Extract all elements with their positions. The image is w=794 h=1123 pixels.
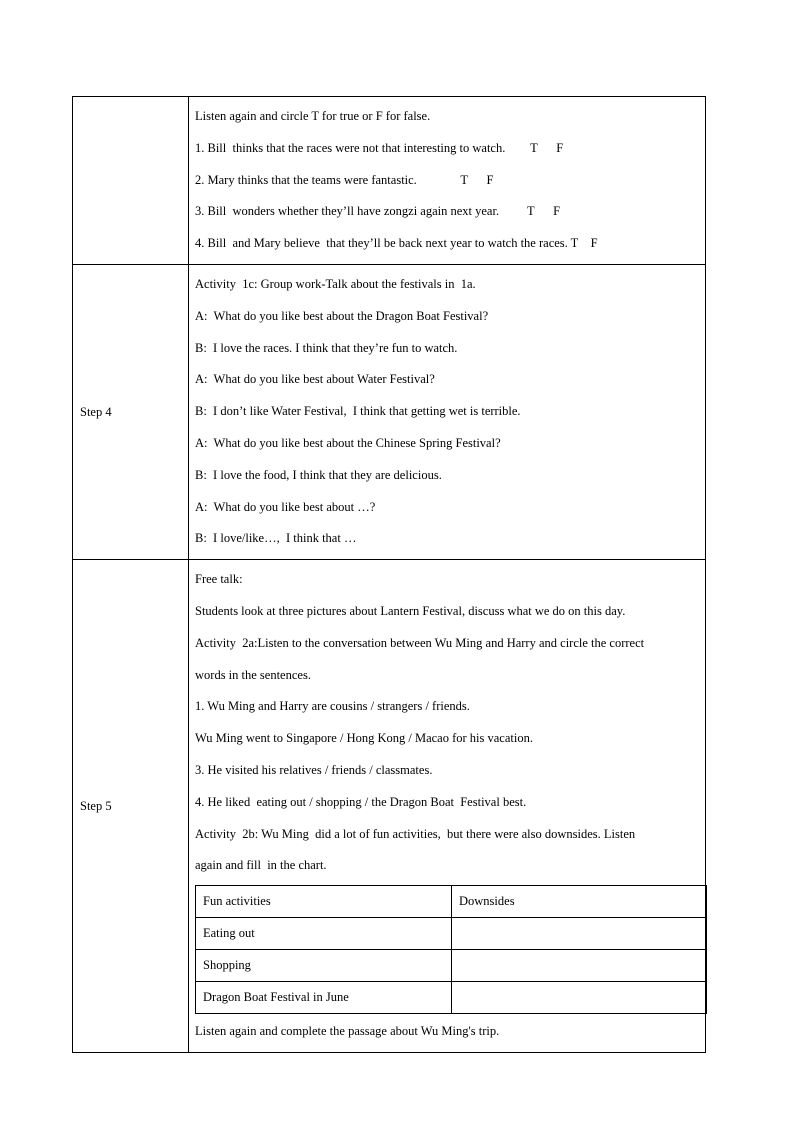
instruction-text: Listen again and circle T for true or F for false. [195,109,431,123]
question-line: Wu Ming went to Singapore / Hong Kong / Macao for his vacation. [195,731,533,746]
dialogue-line: A: What do you like best about the Dragon Boat Festival? [195,308,489,323]
chart-cell-downside [452,918,707,950]
step-label: Step 4 [73,264,189,559]
chart-header-downsides: Downsides [452,886,707,918]
dialogue-line: B: I love the food, I think that they are delicious. [195,467,442,482]
chart-header-row [196,886,707,918]
activity-title: Activity 2b: Wu Ming did a lot of fun activities, but there were also downsides. Listen [195,826,636,841]
dialogue-line: A: What do you like best about the Chinese Spring Festival? [195,435,501,450]
dialogue-line: B: I don’t like Water Festival, I think that getting wet is terrible. [195,404,521,419]
statement-1: 1. Bill thinks that the races were not that interesting to watch. T F [195,140,564,155]
chart-header-fun-activities: Fun activities [196,886,452,918]
paragraph-line: Students look at three pictures about Lantern Festival, discuss what we do on this day. [195,603,626,618]
activity-title: Activity 1c: Group work-Talk about the festivals in 1a. [195,276,476,291]
activity-title: Activity 2a:Listen to the conversation between Wu Ming and Harry and circle the correct [195,635,645,650]
chart-row [196,950,707,982]
paragraph-line: again and fill in the chart. [195,858,327,873]
question-line: 1. Wu Ming and Harry are cousins / strangers / friends. [195,699,470,714]
activities-chart [195,885,707,1014]
dialogue-line: B: I love the races. I think that they’re fun to watch. [195,340,458,355]
free-talk-heading: Free talk: [195,572,243,587]
dialogue-line: A: What do you like best about …? [195,499,376,514]
chart-row [196,982,707,1014]
chart-cell-downside [452,950,707,982]
chart-cell-activity: Eating out [196,918,452,950]
chart-cell-downside [452,982,707,1014]
chart-cell-activity: Dragon Boat Festival in June [196,982,452,1014]
dialogue-line: B: I love/like…, I think that … [195,531,357,546]
table-row [73,97,706,265]
dialogue-line: A: What do you like best about Water Festival? [195,372,435,387]
lesson-plan-table [72,96,706,1053]
table-row [73,560,706,1053]
statement-2: 2. Mary thinks that the teams were fantastic. T F [195,172,494,187]
statement-4: 4. Bill and Mary believe that they’ll be back next year to watch the races. T F [195,236,598,251]
paragraph-line: Listen again and complete the passage about Wu Ming's trip. [195,1024,500,1039]
chart-cell-activity: Shopping [196,950,452,982]
statement-3: 3. Bill wonders whether they’ll have zongzi again next year. T F [195,204,561,219]
paragraph-line: words in the sentences. [195,667,311,682]
chart-row [196,918,707,950]
content-cell [189,560,706,1053]
question-line: 3. He visited his relatives / friends / classmates. [195,762,433,777]
content-cell [189,97,706,265]
table-row [73,264,706,559]
step-cell [73,97,189,265]
content-cell [189,264,706,559]
step-label: Step 5 [73,560,189,1053]
question-line: 4. He liked eating out / shopping / the Dragon Boat Festival best. [195,794,527,809]
